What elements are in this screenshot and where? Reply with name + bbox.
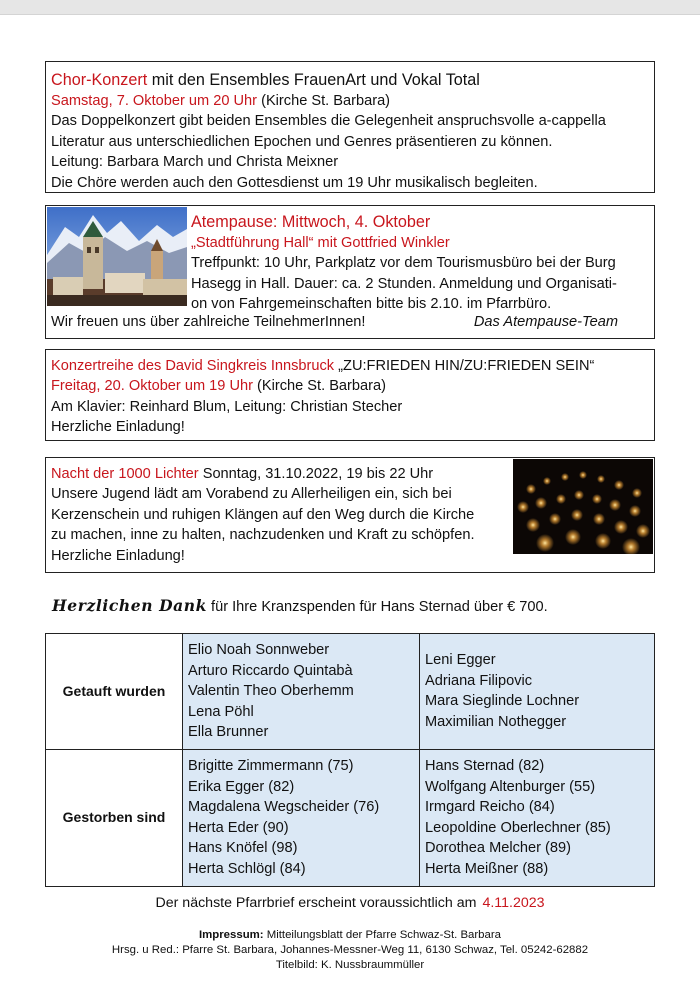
name-entry: Adriana Filipovic — [425, 672, 533, 689]
chor-konzert-box — [45, 61, 655, 193]
candles-photo — [513, 459, 653, 554]
atempause-box — [45, 205, 655, 339]
name-entry: Leni Egger — [425, 652, 496, 669]
name-entry: Wolfgang Altenburger (55) — [425, 778, 596, 795]
konzertreihe-date — [51, 376, 654, 396]
chor-text-line: Die Chöre werden auch den Gottesdienst um 19 Uhr musikalisch begleiten. — [51, 174, 538, 191]
impressum-line1 — [0, 928, 700, 943]
name-entry: Ella Brunner — [188, 724, 269, 741]
name-entry: Erika Egger (82) — [188, 778, 295, 795]
name-entry: Hans Knöfel (98) — [188, 840, 298, 857]
lichter-text-line: Kerzenschein und ruhigen Klängen auf den Weg durch die Kirche — [51, 506, 475, 523]
name-entry: Brigitte Zimmermann (75) — [188, 757, 354, 774]
name-entry: Herta Eder (90) — [188, 819, 289, 836]
chor-title-rest: mit den Ensembles FrauenArt und Vokal Total — [147, 71, 480, 89]
name-entry: Herta Schlögl (84) — [188, 860, 306, 877]
konzertreihe-title-highlight: Konzertreihe des David Singkreis Innsbruck — [51, 358, 335, 374]
thanks-line — [52, 596, 548, 615]
baptized-row — [46, 634, 655, 750]
name-entry: Lena Pöhl — [188, 703, 254, 720]
atempause-text-line: on von Fahrgemeinschaften bitte bis 2.10. im Pfarrbüro. — [191, 296, 552, 313]
next-issue-date: 4.11.2023 — [482, 895, 545, 911]
baptized-names-col2 — [420, 634, 655, 750]
konzertreihe-text-line: Am Klavier: Reinhard Blum, Leitung: Christian Stecher — [51, 398, 403, 415]
lichter-content — [51, 464, 475, 566]
lichter-title — [51, 464, 475, 484]
name-entry: Arturo Riccardo Quintabà — [188, 662, 353, 679]
deceased-label: Gestorben sind — [46, 749, 183, 886]
impressum-text: Mitteilungsblatt der Pfarre Schwaz-St. Barbara — [263, 929, 501, 941]
konzertreihe-box — [45, 349, 655, 441]
impressum-line2: Hrsg. u Red.: Pfarre St. Barbara, Johannes-Messner-Weg 11, 6130 Schwaz, Tel. 05242-62882 — [111, 944, 589, 956]
lichter-title-rest: Sonntag, 31.10.2022, 19 bis 22 Uhr — [198, 466, 434, 482]
thanks-heading: Herzlichen Dank — [52, 596, 207, 615]
thanks-text: für Ihre Kranzspenden für Hans Sternad über € 700. — [206, 599, 548, 615]
chor-title-highlight: Chor-Konzert — [51, 71, 148, 89]
name-entry: Hans Sternad (82) — [425, 757, 545, 774]
name-entry: Leopoldine Oberlechner (85) — [425, 819, 611, 836]
name-entry: Maximilian Nothegger — [425, 714, 567, 731]
impressum-label: Impressum: — [199, 929, 264, 941]
name-entry: Herta Meißner (88) — [425, 860, 549, 877]
name-entry: Dorothea Melcher (89) — [425, 840, 572, 857]
chor-leitung: Leitung: Barbara March und Christa Meixner — [51, 154, 339, 171]
name-entry: Elio Noah Sonnweber — [188, 642, 330, 658]
name-entry: Magdalena Wegscheider (76) — [188, 799, 380, 816]
atempause-team-signature: Das Atempause-Team — [473, 314, 618, 330]
chor-date-highlight: Samstag, 7. Oktober um 20 Uhr — [51, 93, 258, 109]
name-entry: Mara Sieglinde Lochner — [425, 693, 580, 710]
chor-text-line: Literatur aus unterschiedlichen Epochen und Genres präsentieren zu können. — [51, 133, 553, 150]
konzertreihe-title-rest: „ZU:FRIEDEN HIN/ZU:FRIEDEN SEIN“ — [334, 358, 595, 374]
atempause-footer — [51, 312, 618, 332]
konzertreihe-date-rest: (Kirche St. Barbara) — [252, 378, 386, 395]
lichter-text-line: zu machen, inne zu halten, nachzudenken und Kraft zu schöpfen. — [51, 527, 475, 544]
deceased-names-col2 — [420, 749, 655, 886]
chor-date — [51, 91, 654, 111]
name-entry: Irmgard Reicho (84) — [425, 799, 555, 816]
deceased-names-col1 — [183, 749, 420, 886]
lichter-text-line: Unsere Jugend lädt am Vorabend zu Allerheiligen ein, sich bei — [51, 486, 452, 503]
parish-registry-table — [45, 633, 655, 887]
atempause-footer-text: Wir freuen uns über zahlreiche TeilnehmerInnen! — [51, 314, 366, 330]
next-issue-note — [0, 895, 700, 911]
deceased-row — [46, 749, 655, 886]
impressum-line3: Titelbild: K. Nussbraummüller — [275, 959, 425, 971]
lichter-title-highlight: Nacht der 1000 Lichter — [51, 466, 199, 482]
konzertreihe-title — [51, 356, 654, 376]
lichter-box — [45, 457, 655, 573]
atempause-title: Atempause: Mittwoch, 4. Oktober — [191, 213, 431, 231]
lichter-invitation: Herzliche Einladung! — [51, 547, 185, 564]
baptized-label: Getauft wurden — [46, 634, 183, 750]
chor-title — [51, 69, 654, 91]
atempause-content — [191, 211, 650, 315]
chor-date-rest: (Kirche St. Barbara) — [257, 93, 391, 109]
browser-top-bar — [0, 0, 700, 15]
chor-text-line: Das Doppelkonzert gibt beiden Ensembles die Gelegenheit anspruchsvolle a-cappella — [51, 113, 606, 130]
next-issue-text: Der nächste Pfarrbrief erscheint voraussichtlich am — [155, 895, 477, 911]
konzertreihe-invitation: Herzliche Einladung! — [51, 419, 185, 436]
baptized-names-col1 — [183, 634, 420, 750]
name-entry: Valentin Theo Oberhemm — [188, 683, 354, 700]
atempause-subtitle: „Stadtführung Hall“ mit Gottfried Winkler — [191, 235, 450, 251]
atempause-text-line: Treffpunkt: 10 Uhr, Parkplatz vor dem Tourismusbüro bei der Burg — [191, 255, 616, 272]
hall-town-photo — [47, 207, 187, 306]
atempause-text-line: Hasegg in Hall. Dauer: ca. 2 Stunden. Anmeldung und Organisati- — [191, 275, 617, 292]
konzertreihe-date-highlight: Freitag, 20. Oktober um 19 Uhr — [51, 378, 253, 395]
